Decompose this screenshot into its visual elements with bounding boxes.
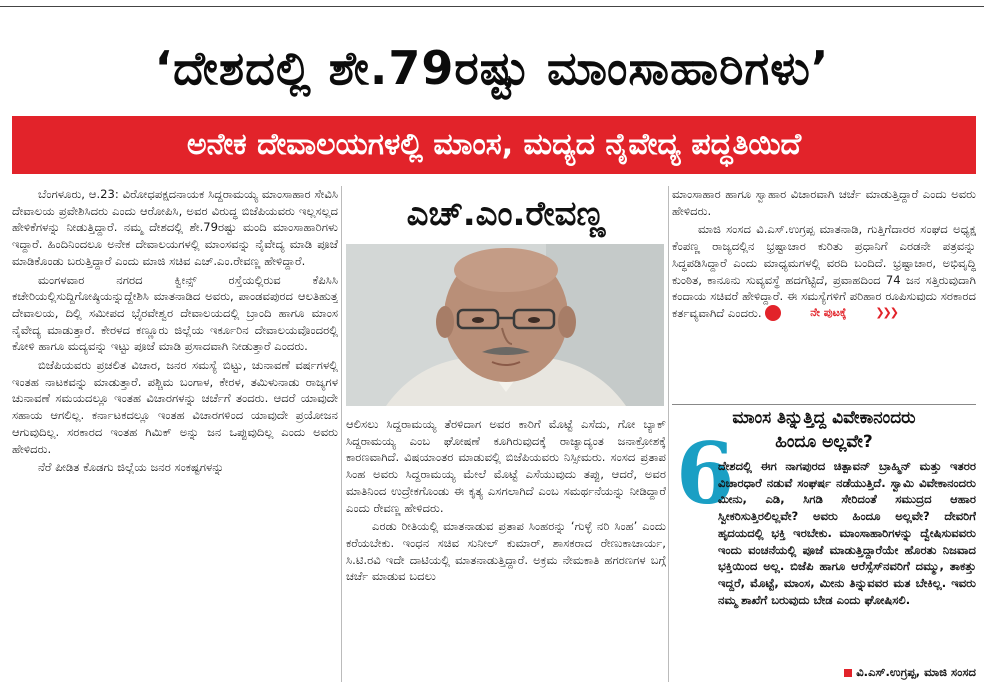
middle-paragraph-1: ಆಲಿಸಲು ಸಿದ್ದರಾಮಯ್ಯ ತೆರಳಿದಾಗ ಅವರ ಕಾರಿಗೆ ಮೊಟ್ಟೆ ಎಸೆದು, ಗೋ ಬ್ಯಾಕ್ ಸಿದ್ದರಾಮಯ್ಯ ಎಂಬ ಘೋಷಣೆ ಕೂಗಿರುವುದಕ್ಕೆ ರಾಜ್ಯಾದ್ಯಂತ ಜನಾಕ್ರೋಶಕ್ಕೆ ಕಾರಣವಾಗಿದೆ. ವಿಷಯಾಂತರ ಮಾಡುವಲ್ಲಿ ಬಿಜೆಪಿಯವರು ನಿಸ್ಸೀಮರು. ಸಂಸದ ಪ್ರತಾಪ ಸಿಂಹ ಅವರು ಸಿದ್ದರಾಮಯ್ಯ ಮೇಲೆ ಮೊಟ್ಟೆ ಎಸೆಯುವುದು ತಪ್ಪು, ಆದರೆ, ಅವರ ಮಾತಿನಿಂದ ಉದ್ರೇಕಗೊಂಡು ಈ ಕೃತ್ಯ ಎಸಗಲಾಗಿದೆ ಎಂಬ ಸಮರ್ಥನೆಯನ್ನು ನೀಡಿದ್ದಾರೆ ಎಂದು ರೇವಣ್ಣ ಹೇಳಿದರು. xyxy=(346,417,666,515)
box-heading-line-1: ಮಾಂಸ ತಿನ್ನುತ್ತಿದ್ದ ವಿವೇಕಾನಂದರು xyxy=(732,408,916,428)
right-column xyxy=(672,186,976,404)
continued-on-page-link[interactable] xyxy=(765,305,897,322)
box-top-rule xyxy=(672,404,976,405)
top-rule xyxy=(0,6,984,7)
continue-page-number: 8 xyxy=(765,305,781,321)
right-paragraph-1: ಮಾಂಸಾಹಾರ ಹಾಗೂ ಸ್ವಾಹಾರ ವಿಚಾರವಾಗಿ ಚರ್ಚೆ ಮಾಡುತ್ತಿದ್ದಾರೆ ಎಂದು ಅವರು ಹೇಳಿದರು. xyxy=(672,187,976,218)
box-quote-text xyxy=(672,458,976,660)
quote-mark-icon: 6 xyxy=(676,424,735,523)
attribution-text: ವಿ.ಎಸ್.ಉಗ್ರಪ್ಪ, ಮಾಜಿ ಸಂಸದ xyxy=(856,665,976,679)
subheadline-bar: ಅನೇಕ ದೇವಾಲಯಗಳಲ್ಲಿ ಮಾಂಸ, ಮದ್ಯದ ನೈವೇದ್ಯ ಪದ್ಧತಿಯಿದೆ xyxy=(12,116,976,174)
portrait-illustration xyxy=(346,244,664,406)
red-square-icon xyxy=(844,669,852,677)
right-paragraph-2-text: ಮಾಜಿ ಸಂಸದ ವಿ.ಎಸ್.ಉಗ್ರಪ್ಪ ಮಾತನಾಡಿ, ಗುತ್ತಿಗೆದಾರರ ಸಂಘದ ಅಧ್ಯಕ್ಷ ಕೆಂಪಣ್ಣ ರಾಜ್ಯದಲ್ಲಿನ ಭ್ರಷ್ಟಾಚಾರ ಕುರಿತು ಪ್ರಧಾನಿಗೆ ಎರಡನೇ ಪತ್ರವನ್ನು ಸಿದ್ಧಪಡಿಸಿದ್ದಾರೆ ಎಂದು ಮಾಧ್ಯಮಗಳಲ್ಲಿ ವರದಿ ಬಂದಿದೆ. ಭ್ರಷ್ಟಾಚಾರ, ಅಭಿವೃದ್ಧಿ ಕುಂಠಿತ, ಕಾನೂನು ಸುವ್ಯವಸ್ಥೆ ಹದಗೆಟ್ಟಿದೆ, ಪ್ರವಾಹದಿಂದ 74 ಜನ ಸತ್ತಿರುವುದಾಗಿ ಕಂದಾಯ ಸಚಿವರೆ ಹೇಳಿದ್ದಾರೆ. ಈ ಸಮಸ್ಯೆಗಳಿಗೆ ಪರಿಹಾರ ರೂಪಿಸುವುದು ಸರಕಾರದ ಕರ್ತವ್ಯವಾಗಿದೆ ಎಂದರು. xyxy=(672,222,976,320)
middle-column xyxy=(346,416,666,682)
middle-paragraph-2: ಎರಡು ರೀತಿಯಲ್ಲಿ ಮಾತನಾಡುವ ಪ್ರತಾಪ ಸಿಂಹರನ್ನು ‘ಗುಳ್ಳೆ ನರಿ ಸಿಂಹ’ ಎಂದು ಕರೆಯಬೇಕು. ಇಂಧನ ಸಚಿವ ಸುನೀಲ್ ಕುಮಾರ್, ಶಾಸಕರಾದ ರೇಣುಕಾಚಾರ್ಯ, ಸಿ.ಟಿ.ರವಿ ಇದೇ ದಾಟಿಯಲ್ಲಿ ಮಾತನಾಡುತ್ತಿದ್ದಾರೆ. ಅಕ್ರಮ ನೇಮಕಾತಿ ಹಗರಣಗಳ ಬಗ್ಗೆ ಚರ್ಚೆ ಮಾಡುವ ಬದಲು xyxy=(346,519,666,584)
left-column xyxy=(12,186,338,682)
name-heading: ಎಚ್.ಎಂ.ರೇವಣ್ಣ xyxy=(406,194,606,234)
left-paragraph-1: ಬೆಂಗಳೂರು, ಆ.23: ವಿರೋಧಪಕ್ಷದನಾಯಕ ಸಿದ್ದರಾಮಯ್ಯ ಮಾಂಸಾಹಾರ ಸೇವಿಸಿ ದೇವಾಲಯ ಪ್ರವೇಶಿಸಿದರು ಎಂದು ಆರೋಪಿಸಿ, ಅವರ ವಿರುದ್ಧ ಬಿಜೆಪಿಯವರು ಇಲ್ಲಸಲ್ಲದ ಹೇಳಿಕೆಗಳನ್ನು ನೀಡುತ್ತಿದ್ದಾರೆ. ನಮ್ಮ ದೇಶದಲ್ಲಿ ಶೇ.79ರಷ್ಟು ಮಂದಿ ಮಾಂಸಾಹಾರಿಗಳು ಇದ್ದಾರೆ. ಹಿಂದಿನಿಂದಲೂ ಅನೇಕ ದೇವಾಲಯಗಳಲ್ಲಿ ಮಾಂಸವನ್ನು ನೈವೇದ್ಯ ಮಾಡಿ ಪೂಜೆ ಮಾಡಿಕೊಂಡು ಬರುತ್ತಿದ್ದಾರೆ ಎಂದು ಮಾಜಿ ಸಚಿವ ಎಚ್.ಎಂ.ರೇವಣ್ಣ ಹೇಳಿದ್ದಾರೆ. xyxy=(12,187,338,268)
column-divider xyxy=(668,186,669,682)
double-arrow-icon: ❯❯❯ xyxy=(875,306,897,320)
continue-label: ನೇ ಪುಟಕ್ಕೆ xyxy=(810,306,847,320)
box-attribution xyxy=(672,662,976,682)
left-paragraph-4: ನೆರೆ ಪೀಡಿತ ಕೊಡಗು ಜಿಲ್ಲೆಯ ಜನರ ಸಂಕಷ್ಟಗಳನ್ನು xyxy=(38,460,225,475)
box-heading-line-2: ಹಿಂದೂ ಅಲ್ಲವೇ? xyxy=(775,432,873,452)
headline: ‘ದೇಶದಲ್ಲಿ ಶೇ.79ರಷ್ಟು ಮಾಂಸಾಹಾರಿಗಳು’ xyxy=(154,41,830,95)
right-paragraph-2 xyxy=(672,221,976,321)
left-paragraph-3: ಬಿಜೆಪಿಯವರು ಪ್ರಚಲಿತ ವಿಚಾರ, ಜನರ ಸಮಸ್ಯೆ ಬಿಟ್ಟು, ಚುನಾವಣೆ ವರ್ಷಗಳಲ್ಲಿ ಇಂತಹ ನಾಟಕವನ್ನು ಮಾಡುತ್ತಾರೆ. ಪಶ್ಚಿಮ ಬಂಗಾಳ, ಕೇರಳ, ತಮಿಳುನಾಡು ರಾಜ್ಯಗಳ ಚುನಾವಣೆ ಸಮಯದಲ್ಲೂ ಇಂತಹ ವಿಚಾರಗಳನ್ನು ಚರ್ಚೆಗೆ ತಂದರು. ಆದರೆ ಯಾವುದೇ ಸಹಾಯ ಆಗಲಿಲ್ಲ. ಕರ್ನಾಟಕದಲ್ಲೂ ಇಂತಹ ವಿಚಾರಗಳಿಂದ ಯಾವುದೇ ಪ್ರಯೋಜನ ಆಗುವುದಿಲ್ಲ. ಸರಕಾರದ ಇಂತಹ ಗಿಮಿಕ್ ಅನ್ನು ಜನ ಒಪ್ಪುವುದಿಲ್ಲ ಎಂದು ಅವರು ಹೇಳಿದರು. xyxy=(12,358,338,456)
box-quote-body: ದೇಶದಲ್ಲಿ ಈಗ ನಾಗಪುರದ ಚಿತ್ಪಾವನ್ ಬ್ರಾಹ್ಮಿನ್ ಮತ್ತು ಇತರರ ವಿಚಾರಧಾರೆ ನಡುವೆ ಸಂಘರ್ಷ ನಡೆಯುತ್ತಿದೆ. ಸ್ವಾಮಿ ವಿವೇಕಾನಂದರು ಮೀನು, ಎಡಿ, ಸಿಗಡಿ ಸೇರಿದಂತೆ ಸಮುದ್ರದ ಆಹಾರ ಸ್ವೀಕರಿಸುತ್ತಿರಲಿಲ್ಲವೇ? ಅವರು ಹಿಂದೂ ಅಲ್ಲವೇ? ದೇವರಿಗೆ ಹೃದಯದಲ್ಲಿ ಭಕ್ತಿ ಇರಬೇಕು. ಮಾಂಸಾಹಾರಿಗಳನ್ನು ದ್ವೇಷಿಸುವವರು ಇಂದು ವಂಚನೆಯಲ್ಲಿ ಪೂಜೆ ಮಾಡುತ್ತಿದ್ದಾರೆಯೇ ಹೊರತು ನಿಜವಾದ ಭಕ್ತಿಯಿಂದ ಅಲ್ಲ. ಬಿಜೆಪಿ ಹಾಗೂ ಆರೆಸ್ಸೆಸ್‌ನವರಿಗೆ ದಮ್ಮು, ತಾಕತ್ತು ಇದ್ದರೆ, ಮೊಟ್ಟೆ, ಮಾಂಸ, ಮೀನು ತಿನ್ನುವವರ ಮತ ಬೇಕಿಲ್ಲ. ಇವರು ನಮ್ಮ ಶಾಖೆಗೆ ಬರುವುದು ಬೇಡ ಎಂದು ಘೋಷಿಸಲಿ. xyxy=(718,459,976,607)
left-paragraph-2: ಮಂಗಳವಾರ ನಗರದ ಕ್ವೀನ್ಸ್ ರಸ್ತೆಯಲ್ಲಿರುವ ಕೆಪಿಸಿಸಿ ಕಚೇರಿಯಲ್ಲಿಸುದ್ದಿಗೋಷ್ಠಿಯನ್ನುದ್ದೇಶಿಸಿ ಮಾತನಾಡಿದ ಅವರು, ಪಾಂಡವಪುರದ ಆಲತಿಹುತ್ತ ದೇವಾಲಯ, ದಿಲ್ಲಿ ಸಮೀಪದ ಭೈರವೇಶ್ವರ ದೇವಾಲಯದಲ್ಲಿ ಬ್ರಾಂದಿ ಹಾಗೂ ಮಾಂಸ ನೈವೇದ್ಯ ಮಾಡುತ್ತಾರೆ. ಕೇರಳದ ಕಣ್ಣೂರು ಜಿಲ್ಲೆಯ ಇರ್ಕೂರಿನ ದೇವಾಲಯವೊಂದರಲ್ಲಿ ಕೋಳಿ ಹಾಗೂ ಮದ್ಯವನ್ನು ಇಟ್ಟು ಪೂಜೆ ಮಾಡಿ ಪ್ರಸಾದವಾಗಿ ನೀಡುತ್ತಾರೆ ಎಂದರು. xyxy=(12,272,338,354)
column-divider xyxy=(341,186,342,682)
portrait-photo xyxy=(346,244,664,406)
